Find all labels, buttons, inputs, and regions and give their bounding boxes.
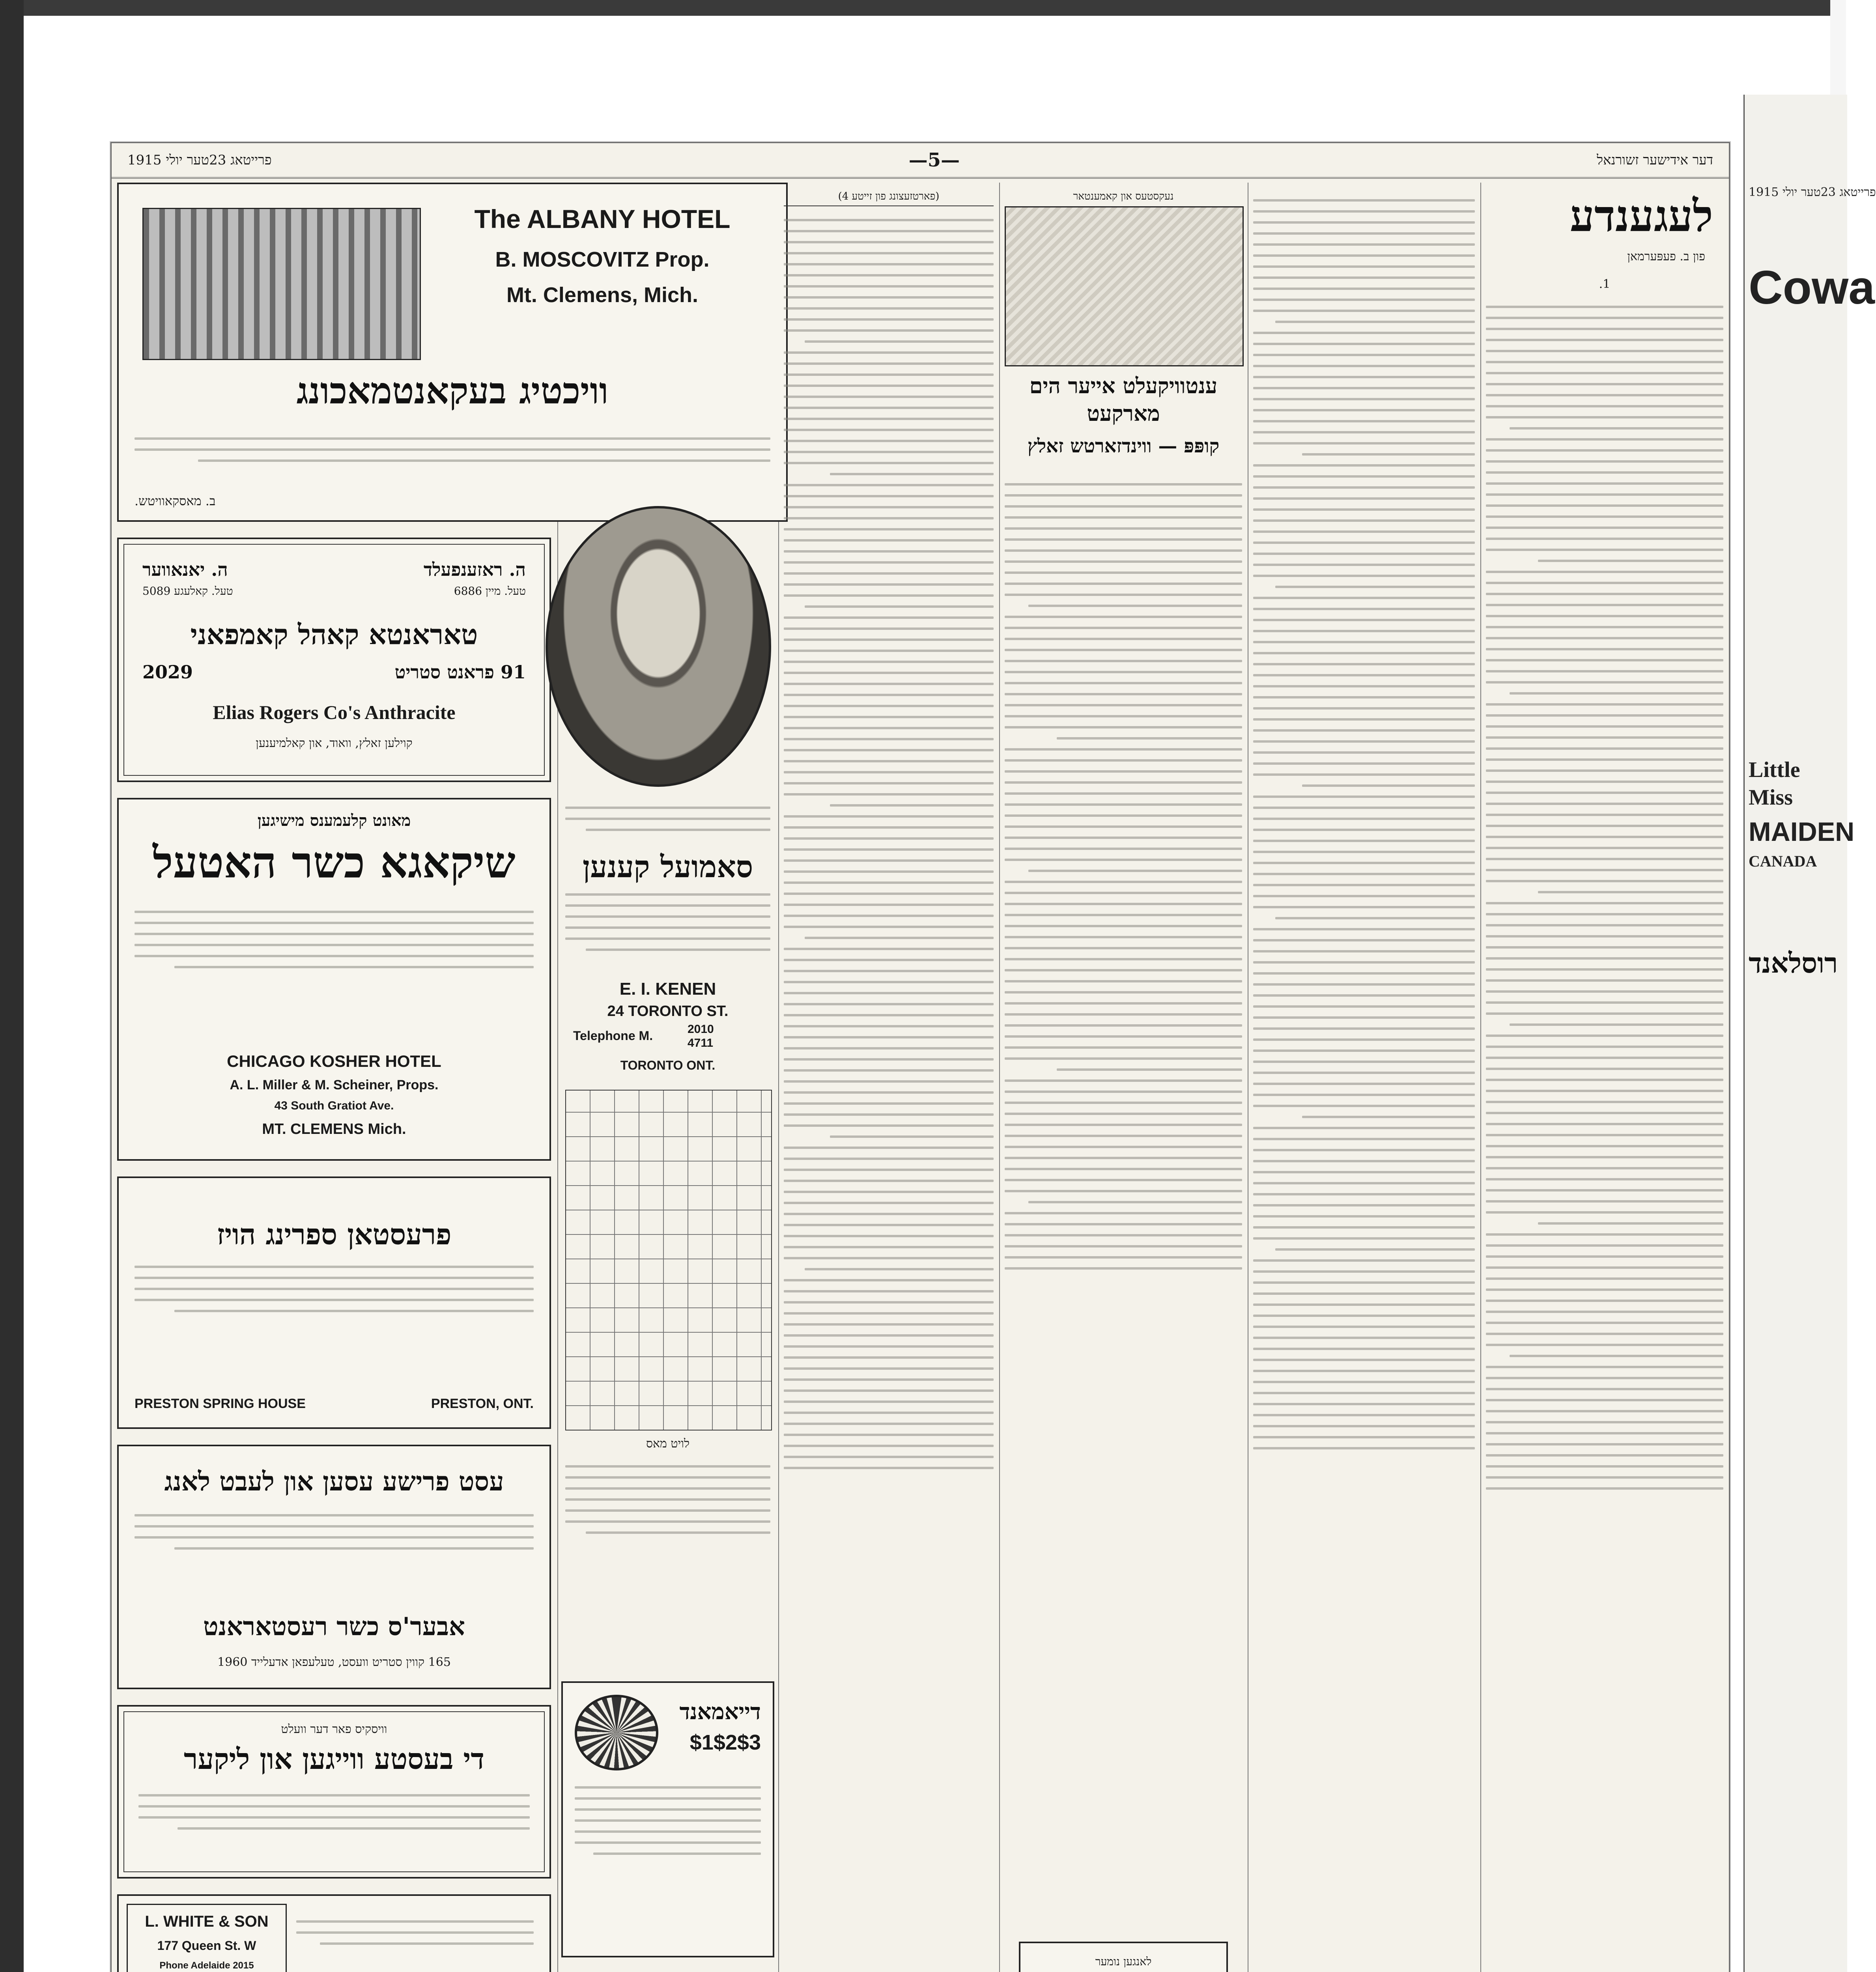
- matches-ad: [1019, 1942, 1228, 1972]
- pattern-ad: [557, 1090, 778, 1681]
- adjacent-page: [1743, 95, 1876, 1972]
- cartoon-column: [999, 183, 1248, 1972]
- adjacent-title: Cowa: [1749, 261, 1875, 314]
- liquor-ad: [117, 1705, 551, 1879]
- page-header: [112, 143, 1729, 179]
- adjacent-ad-line1: Little: [1749, 758, 1800, 782]
- kenen-telephone-label: Telephone M.: [573, 1029, 653, 1043]
- diamond-ring-ad: [561, 1681, 774, 1957]
- preston-spring-house-ad: [117, 1176, 551, 1429]
- white-name: L. WHITE & SON: [145, 1913, 269, 1930]
- chicago-address: 43 South Gratiot Ave.: [274, 1099, 394, 1112]
- kenen-intro: [565, 798, 770, 840]
- white-address: 177 Queen St. W: [157, 1938, 256, 1953]
- cartoon-caption: נעקסטעס און קאמענטאר: [1073, 190, 1174, 202]
- albany-title: The ALBANY HOTEL: [474, 204, 731, 233]
- ring-price: $1$2$3: [689, 1731, 761, 1754]
- scan-edge-left: [0, 0, 24, 1972]
- page-number: —5—: [908, 149, 960, 171]
- coal-heading: טאראנטא קאהל קאמפאני: [190, 618, 478, 651]
- coal-address: 91 פראנט סטריט: [394, 661, 526, 683]
- white-phone: Phone Adelaide 2015: [159, 1960, 254, 1971]
- ring-body: [575, 1778, 761, 1864]
- albany-heading: וויכטיג בעקאנטמאכונג: [296, 370, 609, 412]
- restaurant-address: 165 קווין סטריט וועסט, טעלעפאן אדעלייד 1960: [217, 1655, 451, 1669]
- preston-city: PRESTON, ONT.: [431, 1396, 534, 1411]
- kenen-body: [565, 885, 770, 960]
- coal-phone-right: טעל. מיין 6886: [454, 585, 526, 598]
- masthead-title: דער אידישער זשורנאל: [1597, 152, 1713, 168]
- newspaper-page: [110, 142, 1730, 1972]
- white-and-son-address-box: [127, 1904, 287, 1972]
- white-and-son-ad: [117, 1894, 551, 1972]
- preston-heading: פרעסטאן ספרינג הויז: [217, 1218, 452, 1251]
- restaurant-name: אבער'ס כשר רעסטאראנט: [203, 1612, 465, 1641]
- issue-date: פרייטאג 23טער יולי 1915: [127, 152, 272, 168]
- kenen-heading: סאמועל קענען: [582, 849, 753, 884]
- kenen-ad: [557, 522, 778, 1074]
- preston-body: [135, 1257, 534, 1321]
- legend-title: לעגענדע: [1570, 190, 1713, 241]
- continuation-header: (פארטזעצונג פון זייטע 4): [784, 190, 994, 206]
- cartoon-subheading: קופּפּ — ווינדזארטש זאלץ: [1027, 435, 1220, 457]
- pattern-caption: לויט מאס: [646, 1437, 690, 1451]
- coal-name-right: ה. ראזענפעלד: [423, 559, 526, 580]
- kenen-telephone-1: 2010: [688, 1023, 714, 1036]
- kenen-city: TORONTO ONT.: [620, 1058, 716, 1072]
- coal-company-ad: [117, 538, 551, 782]
- white-intro: [296, 1912, 534, 1953]
- cartoon-illustration: [1005, 206, 1244, 366]
- adjacent-heading: רוסלאנד: [1749, 947, 1838, 979]
- coal-phone-left: טעל. קאלעגע 5089: [142, 585, 233, 598]
- adjacent-ad-line2: Miss: [1749, 785, 1793, 810]
- chicago-heading: שיקאגא כשר האטעל: [153, 837, 516, 888]
- portrait-photo: [546, 506, 771, 787]
- legend-section-1: 1.: [1599, 277, 1611, 291]
- coal-brand: Elias Rogers Co's Anthracite: [213, 701, 456, 723]
- liquor-heading: די בעסטע ווייגען און ליקער: [183, 1742, 485, 1776]
- coal-footer: קוילען זאלץ, וואוד, און קאלמיענען: [256, 736, 413, 750]
- sewing-pattern-diagram: [565, 1090, 772, 1430]
- preston-name: PRESTON SPRING HOUSE: [135, 1396, 306, 1411]
- kenen-column: [557, 183, 778, 1972]
- albany-prop: B. MOSCOVITZ Prop.: [495, 248, 710, 271]
- kenen-address: 24 TORONTO ST.: [607, 1003, 729, 1020]
- restaurant-body: [135, 1505, 534, 1558]
- column-d-text: [1005, 474, 1242, 1278]
- kenen-telephone-2: 4711: [688, 1036, 714, 1049]
- chicago-proprietors: A. L. Miller & M. Scheiner, Props.: [230, 1078, 439, 1092]
- coal-phone-number: 2029: [142, 661, 193, 683]
- column-e-text: [1253, 190, 1475, 1458]
- chicago-kosher-hotel-ad: [117, 798, 551, 1161]
- pattern-body: [565, 1457, 770, 1542]
- chicago-city: MT. CLEMENS Mich.: [262, 1121, 406, 1137]
- matches-small: לאנגען נומער: [1095, 1955, 1152, 1968]
- albany-place: Mt. Clemens, Mich.: [506, 283, 699, 307]
- restaurant-ad: [117, 1445, 551, 1689]
- kenen-name: E. I. KENEN: [619, 979, 716, 999]
- coal-name-left: ה. יאנאווער: [142, 559, 228, 580]
- column-c-text: [784, 210, 994, 1478]
- liquor-subheading: וויסקיס פאר דער וועלט: [281, 1722, 387, 1736]
- albany-signature: ב. מאסקאוויטש.: [135, 493, 216, 508]
- legend-author: פון ב. פעפּערמאן: [1627, 250, 1705, 263]
- adjacent-date: פרייטאג 23טער יולי 1915: [1749, 185, 1876, 199]
- legend-column-left: [1248, 183, 1480, 1972]
- liquor-body: [138, 1785, 530, 1838]
- hotel-illustration: [142, 208, 421, 360]
- story-continuation-column: [778, 183, 999, 1972]
- chicago-subheading: מאונט קלעמענס מישיגען: [257, 811, 411, 830]
- cartoon-heading: ענטוויקעלט אייער הים מארקעט: [1029, 373, 1218, 426]
- adjacent-ad-line4: CANADA: [1749, 852, 1817, 870]
- legend-column-right: [1480, 183, 1729, 1972]
- column-f-text: [1486, 297, 1723, 1498]
- ring-illustration: [575, 1695, 658, 1770]
- ring-heading: דייאמאנד: [679, 1699, 761, 1725]
- chicago-name: CHICAGO KOSHER HOTEL: [227, 1052, 441, 1070]
- chicago-body: [135, 902, 534, 977]
- adjacent-ad-line3: MAIDEN: [1749, 817, 1855, 847]
- restaurant-heading: עסט פרישע עסען און לעבט לאנג: [164, 1466, 504, 1497]
- scan-edge-top: [0, 0, 1846, 16]
